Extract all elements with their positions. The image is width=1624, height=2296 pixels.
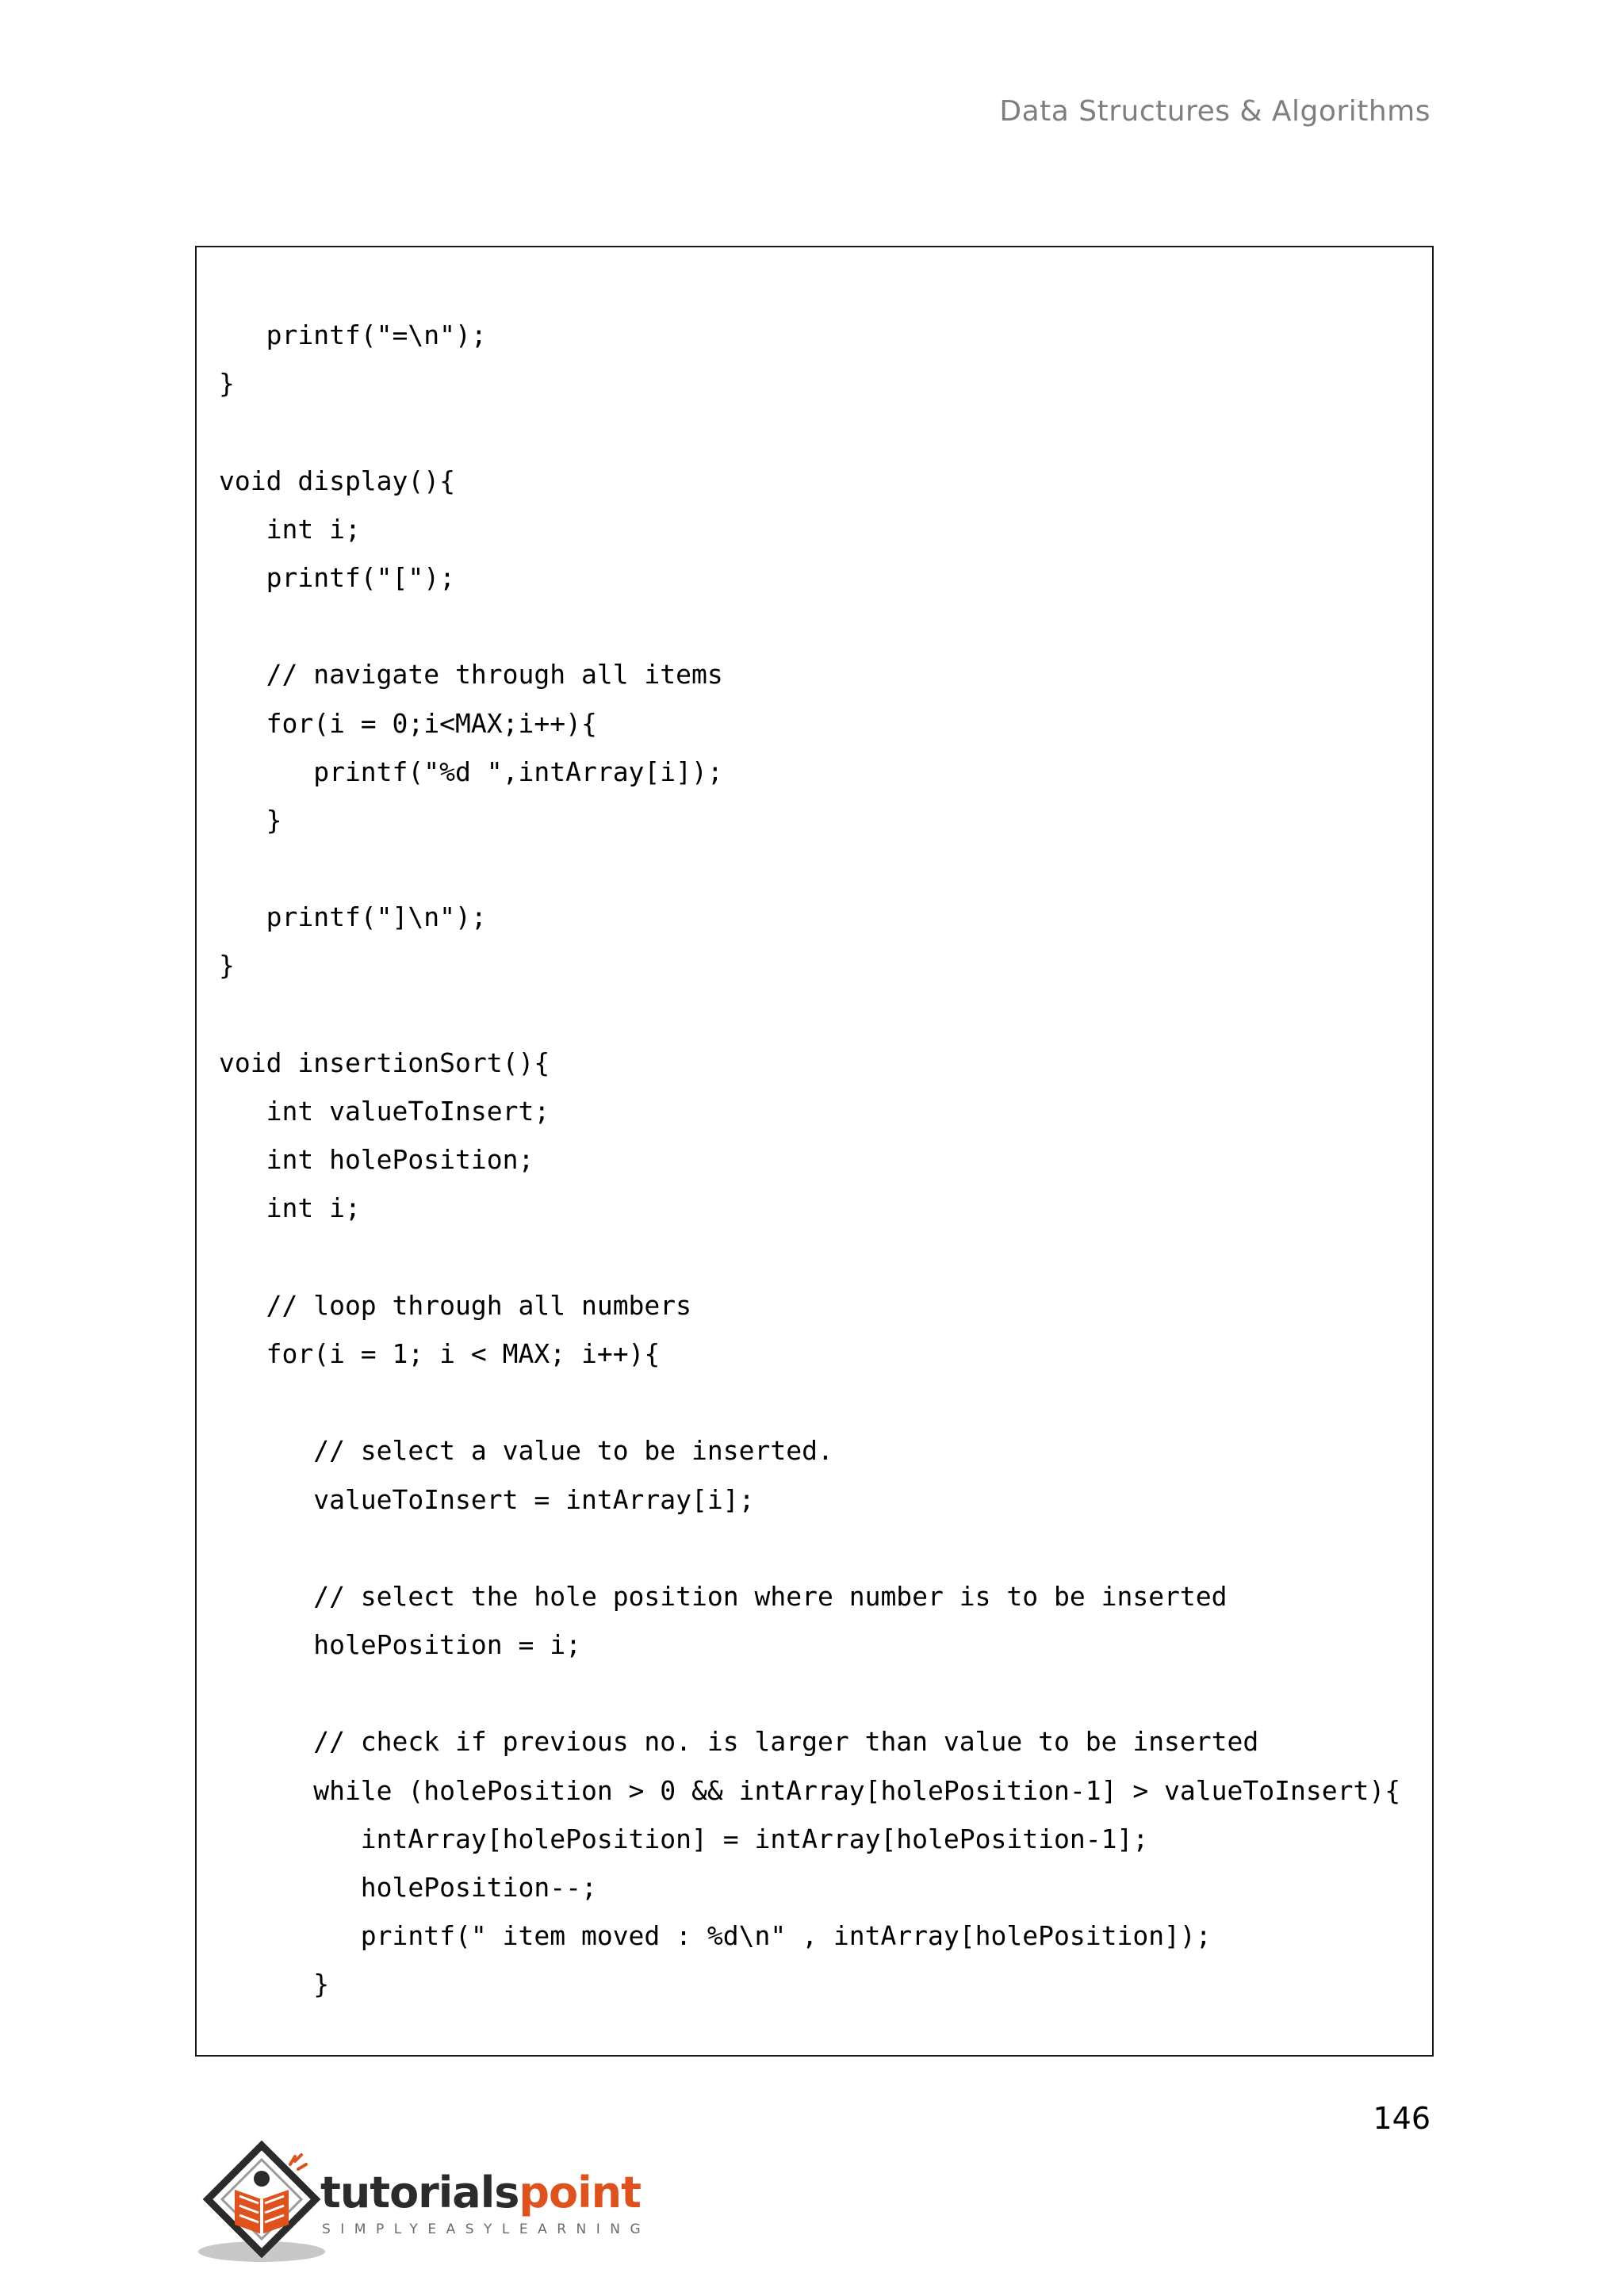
- code-line: [219, 844, 1400, 893]
- code-line: // select a value to be inserted.: [219, 1435, 833, 1467]
- code-line: printf("=\n");: [219, 320, 487, 350]
- logo-wordmark-point: point: [519, 2168, 641, 2218]
- code-line: valueToInsert = intArray[i];: [219, 1483, 755, 1515]
- code-line: [219, 1378, 1400, 1426]
- code-line: printf("%d ",intArray[i]);: [219, 756, 723, 787]
- logo-wordmark: [320, 2168, 641, 2218]
- code-line: [219, 408, 1400, 456]
- code-line: holePosition--;: [219, 1872, 597, 1903]
- code-line: printf(" item moved : %d\n" , intArray[holePosition]);: [219, 1920, 1212, 1952]
- code-block: [195, 246, 1434, 2057]
- code-line: // check if previous no. is larger than value to be inserted: [219, 1726, 1259, 1758]
- code-line: while (holePosition > 0 && intArray[holePosition-1] > valueToInsert){: [219, 1774, 1401, 1806]
- code-line: // loop through all numbers: [219, 1289, 692, 1321]
- code-line: // navigate through all items: [219, 659, 723, 691]
- code-line: int i;: [219, 1192, 361, 1224]
- code-line: void insertionSort(){: [219, 1047, 550, 1078]
- code-line: int i;: [219, 513, 361, 545]
- code-line: int valueToInsert;: [219, 1096, 550, 1127]
- code-listing: [219, 311, 1400, 2009]
- code-line: [219, 602, 1400, 650]
- page-number: 146: [1373, 2101, 1431, 2136]
- code-line: int holePosition;: [219, 1144, 534, 1176]
- code-line: printf("[");: [219, 561, 456, 593]
- code-line: for(i = 1; i < MAX; i++){: [219, 1337, 661, 1369]
- code-line: void display(){: [219, 465, 456, 496]
- code-line: intArray[holePosition] = intArray[holePosition-1];: [219, 1823, 1149, 1854]
- logo-wordmark-tutorials: tutorials: [320, 2168, 519, 2218]
- running-header: Data Structures & Algorithms: [999, 95, 1431, 128]
- code-line: }: [219, 368, 235, 400]
- logo-tagline: SIMPLYEASYLEARNING: [322, 2221, 651, 2237]
- code-line: [219, 1669, 1400, 1717]
- code-line: }: [219, 804, 282, 836]
- code-line: printf("]\n");: [219, 901, 487, 933]
- code-line: for(i = 0;i<MAX;i++){: [219, 707, 597, 739]
- code-line: }: [219, 1969, 330, 2000]
- logo-emblem-icon: [195, 2133, 330, 2267]
- code-line: holePosition = i;: [219, 1629, 581, 1661]
- code-line: // select the hole position where number is to be inserted: [219, 1580, 1228, 1612]
- code-line: [219, 1233, 1400, 1281]
- code-line: [219, 1524, 1400, 1572]
- code-line: [219, 990, 1400, 1039]
- tutorialspoint-logo: [195, 2133, 651, 2267]
- code-line: }: [219, 950, 235, 982]
